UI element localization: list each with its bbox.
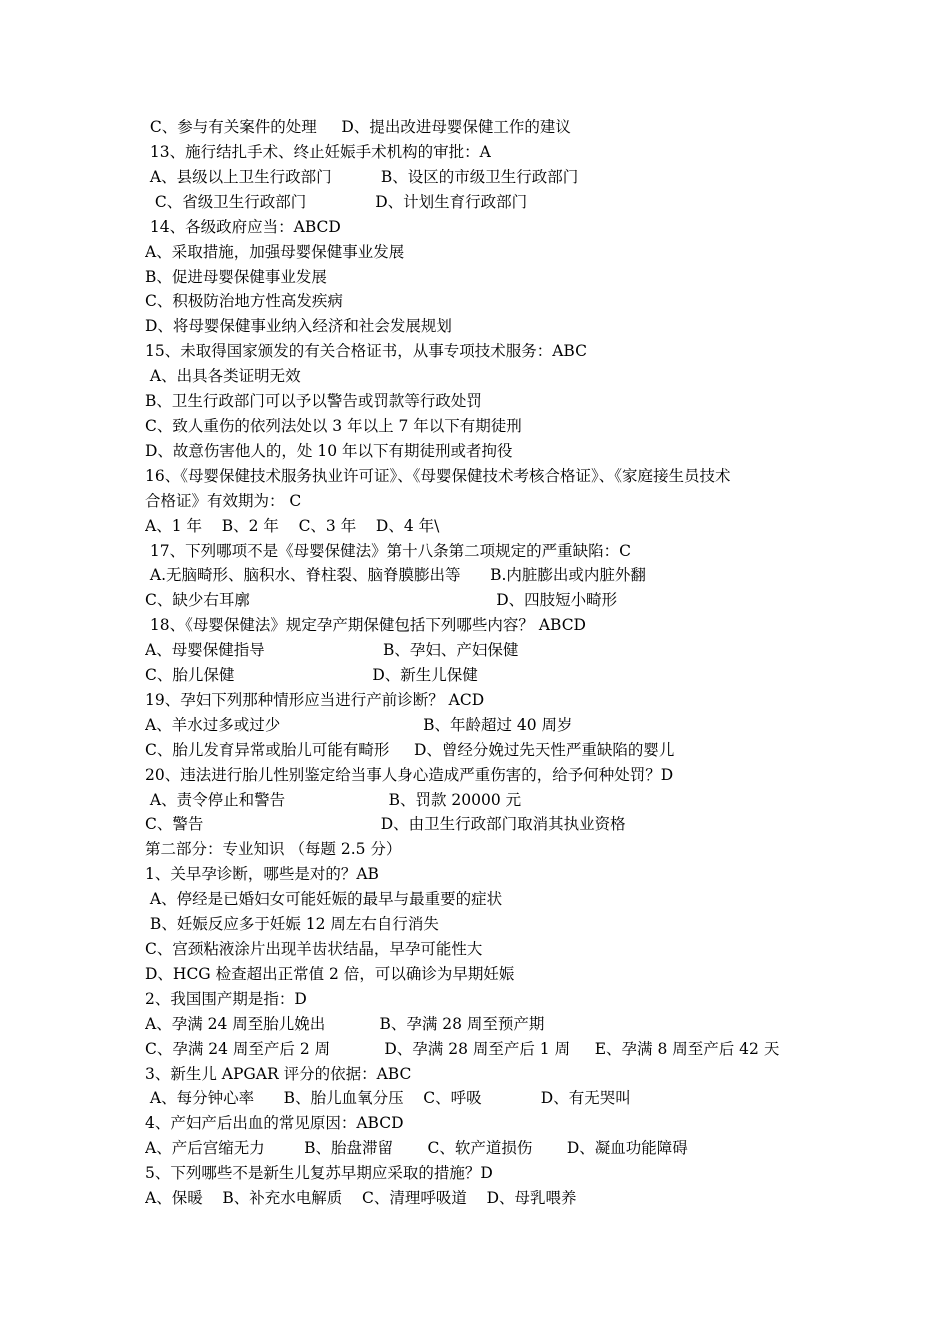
text-line: 13、施行结扎手术、终止妊娠手术机构的审批：A [145, 143, 491, 161]
text-line: B、妊娠反应多于妊娠 12 周左右自行消失 [145, 915, 439, 933]
text-line: A、出具各类证明无效 [145, 367, 301, 385]
text-line: C、参与有关案件的处理 D、提出改进母婴保健工作的建议 [145, 118, 571, 136]
text-line: B、卫生行政部门可以予以警告或罚款等行政处罚 [145, 392, 482, 410]
text-line: 14、各级政府应当：ABCD [145, 218, 341, 236]
text-line: 18、《母婴保健法》规定孕产期保健包括下列哪些内容？ ABCD [145, 616, 586, 634]
text-line: C、积极防治地方性高发疾病 [145, 292, 343, 310]
text-line: A、保暖 B、补充水电解质 C、清理呼吸道 D、母乳喂养 [145, 1189, 577, 1207]
text-line: 3、新生儿 APGAR 评分的依据：ABC [145, 1065, 412, 1083]
text-line: 合格证》有效期为： C [145, 492, 302, 510]
text-line: 1、关早孕诊断，哪些是对的？AB [145, 865, 379, 883]
text-line: 4、产妇产后出血的常见原因：ABCD [145, 1114, 404, 1132]
text-line: A、每分钟心率 B、胎儿血氧分压 C、呼吸 D、有无哭叫 [145, 1089, 631, 1107]
text-line: 5、下列哪些不是新生儿复苏早期应采取的措施？D [145, 1164, 493, 1182]
text-line: 2、我国围产期是指：D [145, 990, 307, 1008]
text-line: A、停经是已婚妇女可能妊娠的最早与最重要的症状 [145, 890, 503, 908]
text-line: D、HCG 检查超出正常值 2 倍，可以确诊为早期妊娠 [145, 965, 515, 983]
text-line: C、胎儿发育异常或胎儿可能有畸形 D、曾经分娩过先天性严重缺陷的婴儿 [145, 741, 675, 759]
text-line: B、促进母婴保健事业发展 [145, 268, 327, 286]
text-line: D、故意伤害他人的，处 10 年以下有期徒刑或者拘役 [145, 442, 513, 460]
text-line: C、胎儿保健 D、新生儿保健 [145, 666, 478, 684]
text-line: 19、孕妇下列那种情形应当进行产前诊断？ ACD [145, 691, 485, 709]
text-line: A、产后宫缩无力 B、胎盘滞留 C、软产道损伤 D、凝血功能障碍 [145, 1139, 688, 1157]
text-line: C、警告 D、由卫生行政部门取消其执业资格 [145, 815, 626, 833]
text-line: C、宫颈粘液涂片出现羊齿状结晶，早孕可能性大 [145, 940, 483, 958]
text-line: C、省级卫生行政部门 D、计划生育行政部门 [145, 193, 528, 211]
text-line: A.无脑畸形、脑积水、脊柱裂、脑脊膜膨出等 B.内脏膨出或内脏外翻 [145, 566, 646, 584]
text-line: 16、《母婴保健技术服务执业许可证》、《母婴保健技术考核合格证》、《家庭接生员技术 [145, 467, 731, 485]
text-line: D、将母婴保健事业纳入经济和社会发展规划 [145, 317, 452, 335]
text-line: A、孕满 24 周至胎儿娩出 B、孕满 28 周至预产期 [145, 1015, 545, 1033]
text-line: C、孕满 24 周至产后 2 周 D、孕满 28 周至产后 1 周 E、孕满 8 周至产后 42 天 [145, 1040, 780, 1058]
text-line: A、1 年 B、2 年 C、3 年 D、4 年\ [145, 517, 440, 535]
section-heading: 第二部分：专业知识 （每题 2.5 分） [145, 840, 402, 858]
text-line: C、致人重伤的依列法处以 3 年以上 7 年以下有期徒刑 [145, 417, 522, 435]
text-line: 17、下列哪项不是《母婴保健法》第十八条第二项规定的严重缺陷：C [145, 542, 632, 560]
text-line: A、责令停止和警告 B、罚款 20000 元 [145, 791, 522, 809]
text-line: A、县级以上卫生行政部门 B、设区的市级卫生行政部门 [145, 168, 579, 186]
text-line: 15、未取得国家颁发的有关合格证书，从事专项技术服务：ABC [145, 342, 587, 360]
text-line: 20、违法进行胎儿性别鉴定给当事人身心造成严重伤害的，给予何种处罚？D [145, 766, 674, 784]
text-line: A、羊水过多或过少 B、年龄超过 40 周岁 [145, 716, 573, 734]
text-line: A、母婴保健指导 B、孕妇、产妇保健 [145, 641, 519, 659]
text-line: C、缺少右耳廓 D、四肢短小畸形 [145, 591, 618, 609]
text-line: A、采取措施，加强母婴保健事业发展 [145, 243, 405, 261]
